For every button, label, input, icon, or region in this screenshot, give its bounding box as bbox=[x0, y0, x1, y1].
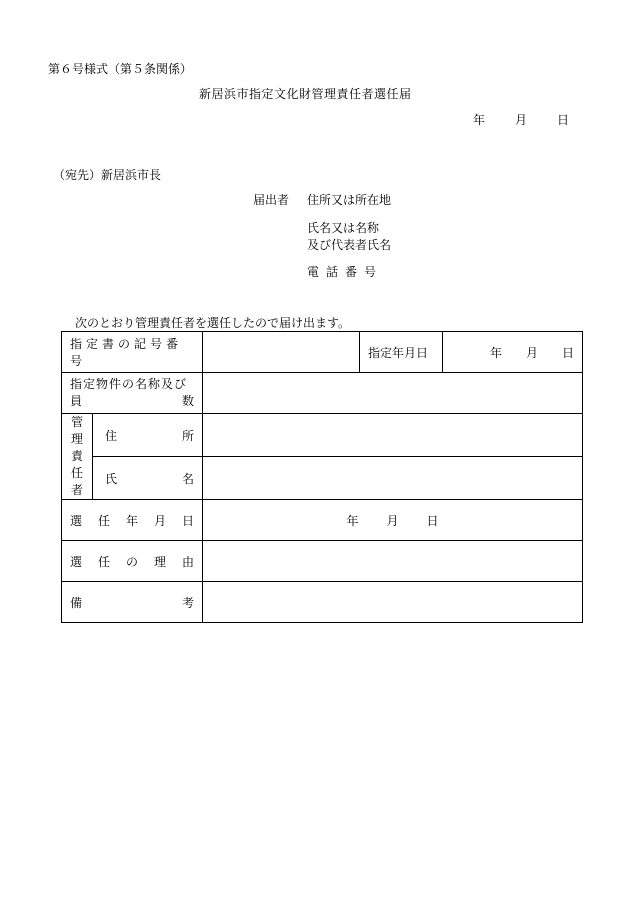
property-label-line1: 指定物件の名称及び bbox=[70, 377, 188, 391]
designation-date-value[interactable]: 年 月 日 bbox=[443, 332, 583, 373]
submitter-name-label: 氏名又は名称 bbox=[307, 221, 380, 235]
table-row bbox=[62, 582, 583, 623]
table-row bbox=[62, 373, 583, 414]
manager-label-cell: 管 理 責 任 者 bbox=[62, 414, 93, 500]
intro-text: 次のとおり管理責任者を選任したので届け出ます。 bbox=[75, 316, 351, 330]
date-day-label: 日 bbox=[557, 113, 570, 127]
reason-value[interactable] bbox=[203, 541, 583, 582]
table-row bbox=[62, 457, 583, 500]
date-year-label: 年 bbox=[473, 113, 486, 127]
property-label-line2: 員 数 bbox=[70, 394, 195, 408]
date-month-label: 月 bbox=[515, 113, 528, 127]
addressee: （宛先）新居浜市長 bbox=[53, 168, 162, 182]
submitter-label: 届出者 bbox=[253, 193, 290, 207]
table-row bbox=[62, 500, 583, 541]
appoint-date-value[interactable]: 年 月 日 bbox=[203, 500, 583, 541]
cert-number-label: 指定書の記号番号 bbox=[70, 337, 183, 368]
submitter-representative-label: 及び代表者氏名 bbox=[307, 238, 392, 252]
manager-address-label: 住 所 bbox=[93, 414, 203, 457]
appoint-date-label: 選 任 年 月 日 bbox=[62, 500, 203, 541]
property-value[interactable] bbox=[203, 373, 583, 414]
form-number: 第６号様式（第５条関係） bbox=[48, 62, 193, 76]
notification-table bbox=[61, 331, 583, 623]
remarks-value[interactable] bbox=[203, 582, 583, 623]
table-row bbox=[62, 414, 583, 457]
cert-number-label-cell bbox=[62, 332, 203, 373]
table-row bbox=[62, 541, 583, 582]
submission-date bbox=[473, 111, 569, 128]
document-title: 新居浜市指定文化財管理責任者選任届 bbox=[199, 87, 412, 101]
manager-address-value[interactable] bbox=[203, 414, 583, 457]
designation-date-label: 指定年月日 bbox=[360, 332, 443, 373]
reason-label: 選 任 の 理 由 bbox=[62, 541, 203, 582]
submitter-tel-label: 電話番号 bbox=[307, 265, 384, 279]
property-label-cell bbox=[62, 373, 203, 414]
manager-name-value[interactable] bbox=[203, 457, 583, 500]
submitter-address-label: 住所又は所在地 bbox=[307, 193, 392, 207]
remarks-label: 備 考 bbox=[62, 582, 203, 623]
manager-name-label: 氏 名 bbox=[93, 457, 203, 500]
cert-number-value[interactable] bbox=[203, 332, 360, 373]
table-row bbox=[62, 332, 583, 373]
